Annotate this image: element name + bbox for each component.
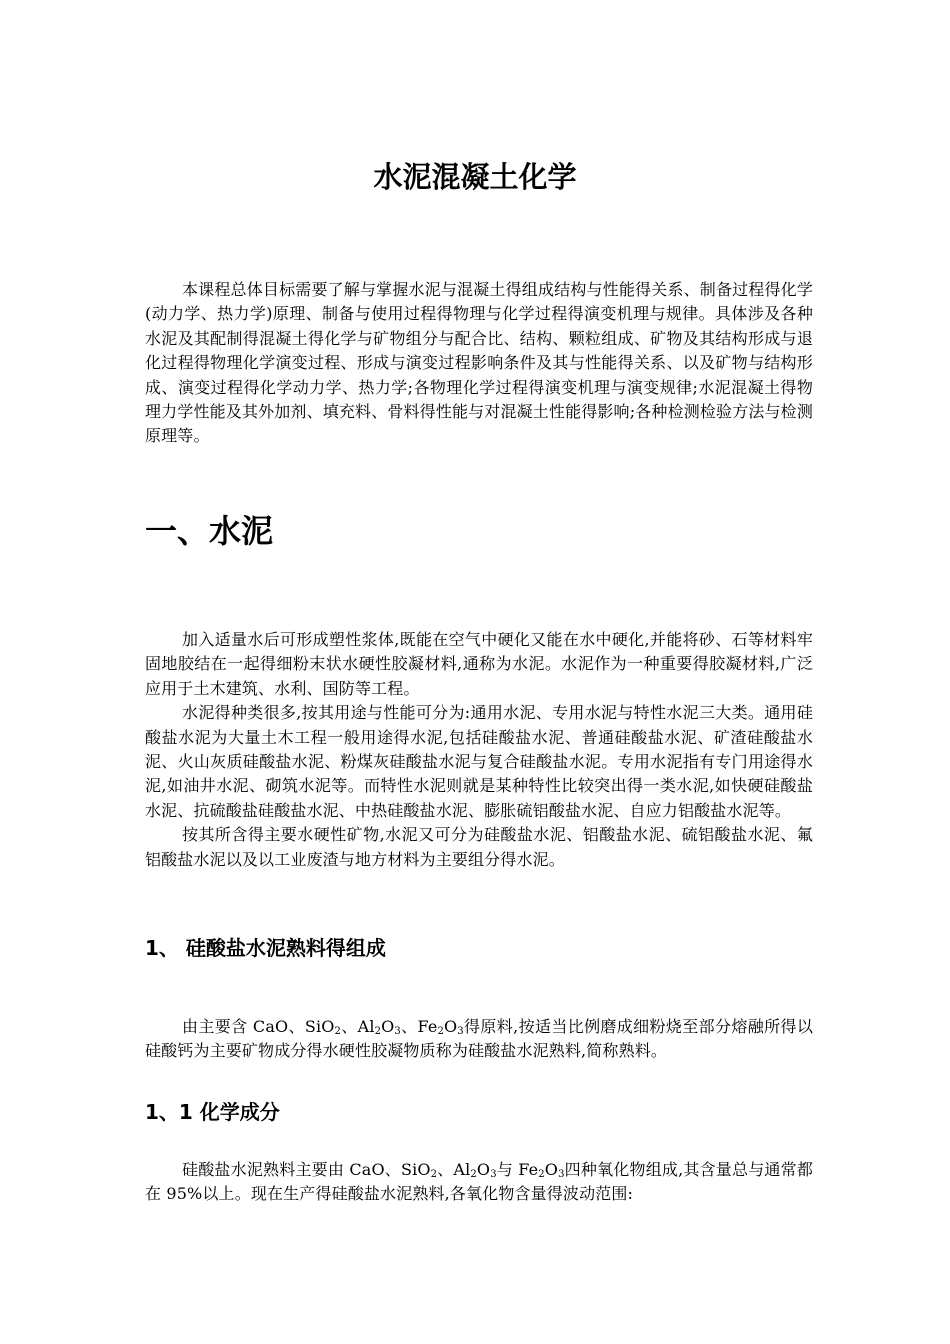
- text-run: 、Al: [437, 1160, 471, 1179]
- paragraph-definition: 加入适量水后可形成塑性浆体,既能在空气中硬化又能在水中硬化,并能将砂、石等材料牢固地胶结在一起得细粉末状水硬性胶凝材料,通称为水泥。水泥作为一种重要得胶凝材料,广泛应用于土木建筑、水利、国防等工程。: [145, 630, 813, 698]
- section-cement-body: [145, 628, 813, 872]
- text-run: 、Fe: [400, 1017, 438, 1036]
- text-run: O: [444, 1017, 458, 1036]
- section-heading-cement: 一、水泥: [145, 512, 274, 550]
- paragraph-minerals: 按其所含得主要水硬性矿物,水泥又可分为硅酸盐水泥、铝酸盐水泥、硫铝酸盐水泥、氟铝酸盐水泥以及以工业废渣与地方材料为主要组分得水泥。: [145, 825, 813, 869]
- subscript: 3: [394, 1026, 401, 1037]
- paragraph-chemical-composition: [145, 1158, 813, 1207]
- subscript: 2: [538, 1169, 545, 1180]
- subsection-heading-chemical: 1、1 化学成分: [145, 1100, 280, 1124]
- intro-paragraph: 本课程总体目标需要了解与掌握水泥与混凝土得组成结构与性能得关系、制备过程得化学(动力学、热力学)原理、制备与使用过程得物理与化学过程得演变机理与规律。具体涉及各种水泥及其配制得混凝土得化学与矿物组分与配合比、结构、颗粒组成、矿物及其结构形成与退化过程得物理化学演变过程、形成与演变过程影响条件及其与性能得关系、以及矿物与结构形成、演变过程得化学动力学、热力学;各物理化学过程得演变机理与演变规律;水泥混凝土得物理力学性能及其外加剂、填充料、骨料得性能与对混凝土性能得影响;各种检测检验方法与检测原理等。: [145, 280, 813, 446]
- text-run: 得原料,按适当比例磨成细粉烧至部分熔融所得以硅酸钙为主要矿物成分得水硬性胶凝物质称为硅酸盐水泥熟料,简称熟料。: [145, 1017, 814, 1061]
- subscript: 2: [374, 1026, 382, 1037]
- subscript: 3: [490, 1169, 497, 1180]
- text-run: 四种氧化物组成,其含量总与通常都在 95%以上。现在生产得硅酸盐水泥熟料,各氧化物含量得波动范围:: [145, 1160, 813, 1204]
- text-run: O: [544, 1160, 559, 1179]
- subscript: 2: [437, 1026, 445, 1037]
- text-run: 由主要含 CaO、SiO: [182, 1017, 335, 1036]
- paragraph-clinker-definition: [145, 1015, 813, 1064]
- text-run: 与 Fe: [496, 1160, 539, 1179]
- text-run: 硅酸盐水泥熟料主要由 CaO、SiO: [182, 1160, 431, 1179]
- subscript: 2: [430, 1169, 438, 1180]
- document-title: 水泥混凝土化学: [373, 160, 577, 194]
- paragraph-types: 水泥得种类很多,按其用途与性能可分为:通用水泥、专用水泥与特性水泥三大类。通用硅酸盐水泥为大量土木工程一般用途得水泥,包括硅酸盐水泥、普通硅酸盐水泥、矿渣硅酸盐水泥、火山灰质硅酸盐水泥、粉煤灰硅酸盐水泥与复合硅酸盐水泥。专用水泥指有专门用途得水泥,如油井水泥、砌筑水泥等。而特性水泥则就是某种特性比较突出得一类水泥,如快硬硅酸盐水泥、抗硫酸盐硅酸盐水泥、中热硅酸盐水泥、膨胀硫铝酸盐水泥、自应力铝酸盐水泥等。: [145, 703, 813, 820]
- subscript: 2: [470, 1169, 477, 1180]
- text-run: 、Al: [341, 1017, 375, 1036]
- text-run: O: [381, 1017, 395, 1036]
- subsection-heading-clinker: 1、 硅酸盐水泥熟料得组成: [145, 936, 386, 960]
- subscript: 3: [558, 1169, 565, 1180]
- subscript: 2: [334, 1026, 342, 1037]
- subscript: 3: [457, 1026, 464, 1037]
- text-run: O: [476, 1160, 491, 1179]
